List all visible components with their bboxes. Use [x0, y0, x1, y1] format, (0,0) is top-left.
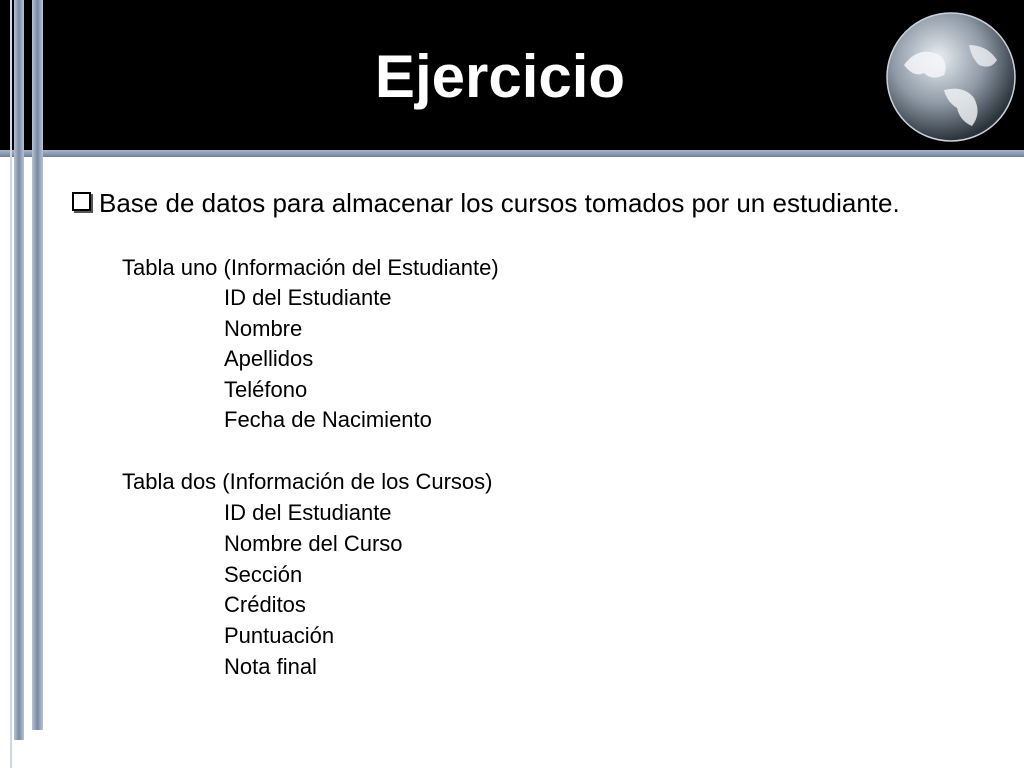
checkbox-bullet-icon — [72, 192, 91, 211]
bullet-text: Base de datos para almacenar los cursos tomados por un estudiante. — [99, 188, 900, 218]
table-two-field: Nombre del Curso — [224, 531, 403, 556]
table-two-field: ID del Estudiante — [224, 500, 392, 525]
table-one-field: Fecha de Nacimiento — [224, 407, 432, 432]
slide-title: Ejercicio — [374, 43, 626, 110]
table-one-field: Nombre — [224, 316, 303, 341]
table-two-field: Sección — [224, 562, 303, 587]
table-two-field: Nota final — [224, 654, 317, 679]
header-divider — [0, 150, 1024, 157]
table-one-field: Teléfono — [224, 377, 308, 402]
slide-header — [0, 0, 1024, 150]
table-one-heading: Tabla uno (Información del Estudiante) — [122, 255, 499, 280]
left-vertical-bar — [14, 0, 24, 740]
left-thin-stripe — [10, 0, 12, 768]
globe-icon — [884, 10, 1018, 144]
left-vertical-bar-inner — [32, 0, 43, 730]
table-two-field: Puntuación — [224, 623, 335, 648]
table-two-heading: Tabla dos (Información de los Cursos) — [122, 469, 493, 494]
table-two-field: Créditos — [224, 592, 306, 617]
bullet-item — [72, 187, 900, 219]
table-one-field: ID del Estudiante — [224, 285, 392, 310]
table-one-field: Apellidos — [224, 346, 314, 371]
